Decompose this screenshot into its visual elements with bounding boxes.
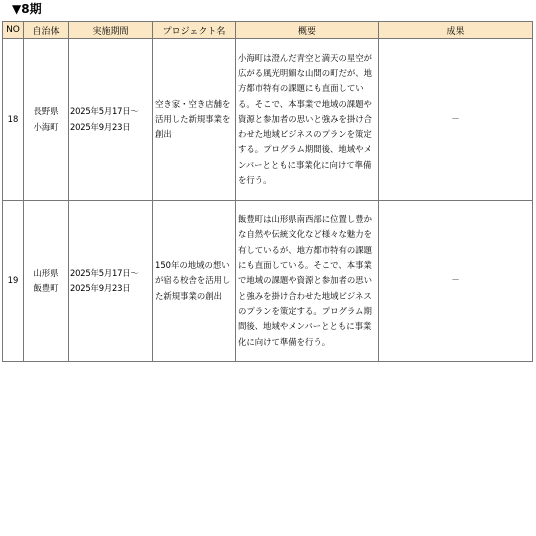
header-period: 実施期間 (69, 22, 153, 39)
project-name: 空き家・空き店舗を活用した新規事業を創出 (153, 39, 236, 201)
table-header-row (3, 22, 533, 39)
header-municipality: 自治体 (24, 22, 69, 39)
period-start: 2025年5月17日～ (70, 106, 139, 117)
row-number: 18 (3, 39, 24, 201)
section-heading: ▼8期 (12, 2, 42, 16)
projects-table (2, 21, 533, 362)
table-row (3, 201, 533, 362)
header-no: NO (3, 22, 24, 39)
municipality-cell (24, 201, 69, 362)
period-cell (69, 201, 153, 362)
prefecture-name: 山形県 (33, 267, 59, 278)
header-project: プロジェクト名 (153, 22, 236, 39)
town-name: 飯豊町 (33, 283, 59, 293)
town-name: 小海町 (33, 121, 59, 132)
project-name: 150年の地域の想いが宿る校舎を活用した新規事業の創出 (153, 201, 236, 362)
period-cell (69, 39, 153, 201)
row-number: 19 (3, 201, 24, 362)
project-result: － (379, 201, 533, 362)
municipality-cell (24, 39, 69, 201)
table-row (3, 39, 533, 201)
prefecture-name: 長野県 (33, 106, 59, 117)
project-summary: 小海町は澄んだ青空と満天の星空が広がる風光明媚な山間の町だが、地方都市特有の課題にも直面している。そこで、本事業で地域の課題や資源と参加者の思いと強みを掛け合わせた地域ビジネスのプランを策定する。プログラム期間後、地域やメンバーとともに事業化に向けて準備を行う。 (236, 39, 379, 201)
project-result: － (379, 39, 533, 201)
header-summary: 概要 (236, 22, 379, 39)
period-end: 2025年9月23日 (70, 283, 131, 293)
period-end: 2025年9月23日 (70, 121, 131, 132)
period-start: 2025年5月17日～ (70, 267, 139, 278)
project-summary: 飯豊町は山形県南西部に位置し豊かな自然や伝統文化など様々な魅力を有しているが、地方都市特有の課題にも直面している。そこで、本事業で地域の課題や資源と参加者の思いと強みを掛け合わせた地域ビジネスのプランを策定する。プログラム期間後、地域やメンバーとともに事業化に向けて準備を行う。 (236, 201, 379, 362)
header-result: 成果 (379, 22, 533, 39)
